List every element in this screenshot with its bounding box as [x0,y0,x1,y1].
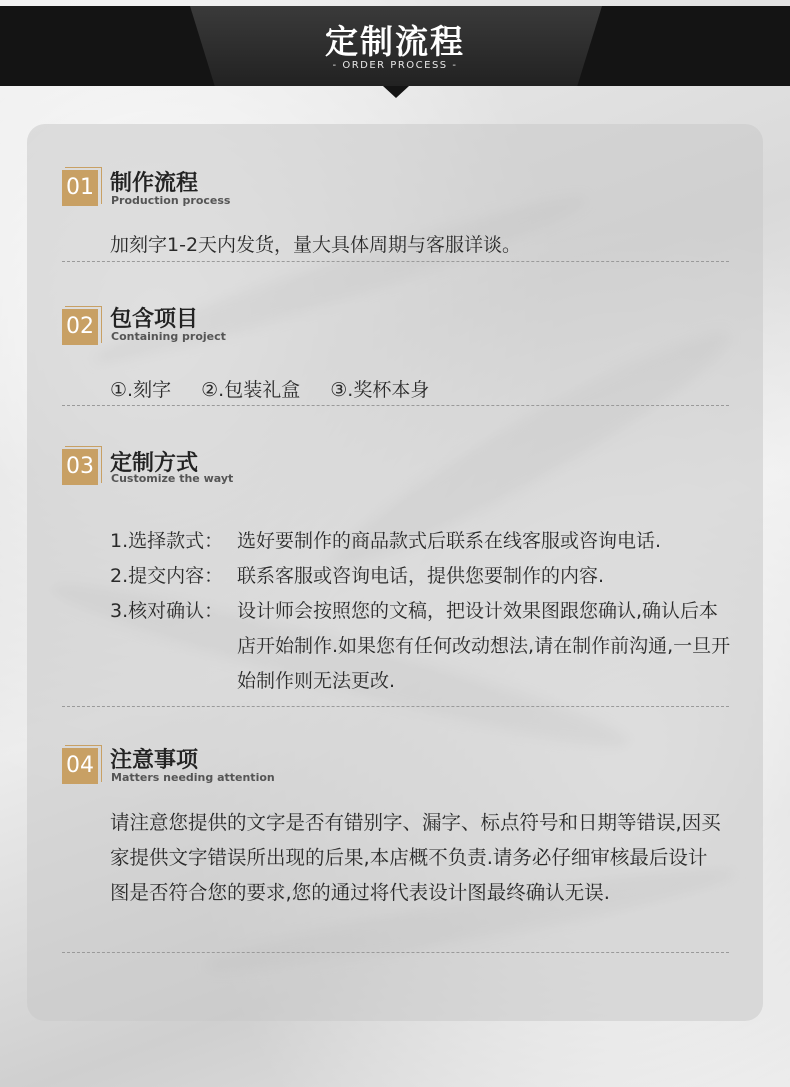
section-number-badge: 02 [62,309,98,345]
step-label: 1.选择款式： [110,530,224,552]
section-number-badge: 04 [62,748,98,784]
section-divider [62,261,729,262]
section-title: 制作流程 [110,171,199,196]
header-pointer [383,86,409,98]
section-subtitle: Containing project [111,330,226,343]
project-item: ③.奖杯本身 [330,379,430,401]
step-text: 联系客服或咨询电话，提供您要制作的内容. [237,565,605,587]
section-divider [62,405,729,406]
section-subtitle: Customize the wayt [111,472,234,485]
section-title: 定制方式 [110,451,199,476]
section-divider [62,952,729,953]
step-text: 设计师会按照您的文稿，把设计效果图跟您确认,确认后本店开始制作.如果您有任何改动想法,请在制作前沟通,一旦开始制作则无法更改. [237,600,731,692]
section-subtitle: Matters needing attention [111,771,275,784]
section-text: 加刻字1-2天内发货，量大具体周期与客服详谈。 [110,234,522,256]
page-title: 定制流程 [325,22,465,61]
step-label: 2.提交内容： [110,565,224,587]
step-label: 3.核对确认： [110,600,224,622]
project-items [110,375,453,402]
page-subtitle: - ORDER PROCESS - [332,60,458,71]
section-title: 注意事项 [110,748,199,773]
section-subtitle: Production process [111,194,231,207]
section-divider [62,706,729,707]
project-item: ②.包装礼盒 [201,379,301,401]
step-text: 选好要制作的商品款式后联系在线客服或咨询电话. [237,530,662,552]
section-title: 包含项目 [110,307,199,332]
section-number-badge: 03 [62,449,98,485]
section-number-badge: 01 [62,170,98,206]
attention-text: 请注意您提供的文字是否有错别字、漏字、标点符号和日期等错误,因买家提供文字错误所出现的后果,本店概不负责.请务必仔细审核最后设计图是否符合您的要求,您的通过将代表设计图最终确认无误. [110,811,721,904]
project-item: ①.刻字 [110,379,172,401]
